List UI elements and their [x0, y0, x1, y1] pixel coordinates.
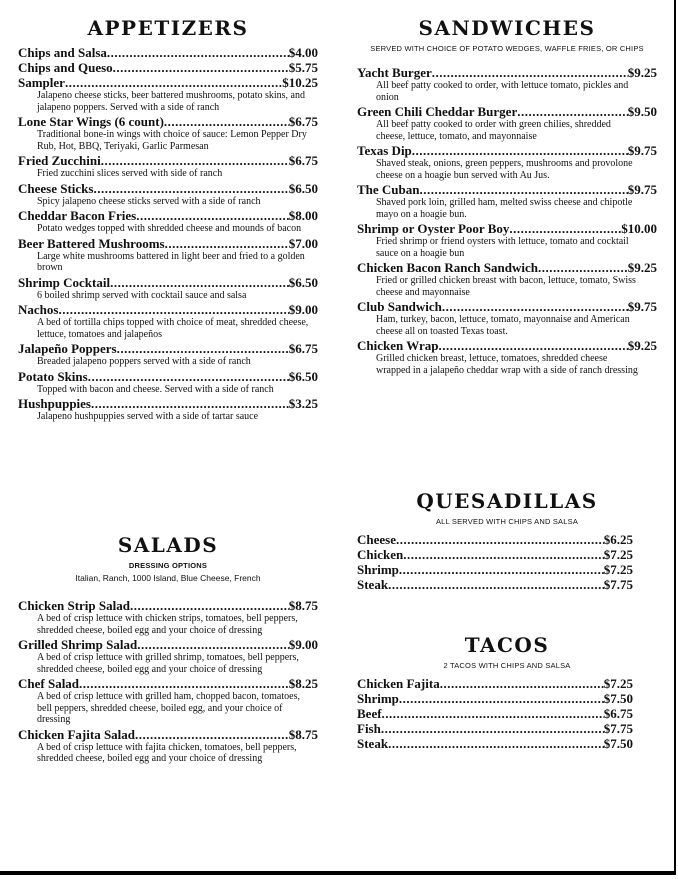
- menu-item-description: Traditional bone-in wings with choice of sauce: Lemon Pepper Dry Rub, Hot, BBQ, Teriyaki, Garlic Parmesan: [37, 129, 307, 152]
- menu-item-price: $5.75: [288, 60, 318, 75]
- menu-item-name: Cheddar Bacon Fries: [18, 208, 137, 223]
- dot-leader: [79, 676, 289, 691]
- menu-item-name: Fish: [357, 721, 381, 736]
- menu-item-row: [357, 260, 657, 275]
- menu-item: [18, 396, 318, 423]
- quesadillas-list: [357, 532, 633, 592]
- sandwiches-section: [357, 15, 657, 377]
- menu-item: [357, 221, 657, 259]
- menu-item: [357, 65, 657, 103]
- menu-item-description: Shaved pork loin, grilled ham, melted swiss cheese and chipotle mayo on a hoagie bun.: [376, 197, 633, 220]
- appetizers-section: [18, 15, 318, 424]
- menu-item-description: Fried or grilled chicken breast with bacon, lettuce, tomato, Swiss cheese and mayonnaise: [376, 275, 636, 298]
- menu-item-price: $9.00: [288, 302, 318, 317]
- dot-leader: [130, 598, 289, 613]
- sandwiches-heading: SANDWICHES: [418, 16, 596, 40]
- menu-item-price: $9.25: [627, 260, 657, 275]
- dot-leader: [164, 114, 289, 129]
- menu-item-row: [357, 338, 657, 353]
- menu-item-name: Chicken Fajita Salad: [18, 726, 136, 742]
- menu-item-price: $3.25: [288, 396, 318, 411]
- dot-leader: [113, 60, 289, 75]
- salads-section: [18, 532, 318, 766]
- menu-item: [18, 75, 318, 113]
- menu-item-price: $9.25: [627, 338, 657, 353]
- menu-item-price: $7.50: [603, 691, 633, 706]
- menu-item-row: [357, 221, 657, 236]
- menu-item-price: $8.75: [288, 726, 318, 742]
- menu-item-price: $9.75: [627, 182, 657, 197]
- tacos-section: [357, 632, 657, 751]
- menu-item: [357, 547, 633, 562]
- menu-item-row: [357, 721, 633, 736]
- menu-item-description: 6 boiled shrimp served with cocktail sauce and salsa: [37, 289, 247, 301]
- menu-item-price: $8.25: [288, 676, 318, 691]
- menu-item-description: All beef patty cooked to order, with lettuce tomato, pickles and onion: [376, 80, 629, 103]
- menu-item-description: Fried zucchini slices served with side of ranch: [37, 168, 223, 179]
- menu-item-description: Grilled chicken breast, lettuce, tomatoes, shredded cheese wrapped in a jalapeño cheddar wrap with a side of ranch dressing: [376, 353, 638, 376]
- quesadillas-section: [357, 488, 657, 592]
- sandwiches-note: SERVED WITH CHOICE OF POTATO WEDGES, WAFFLE FRIES, OR CHIPS: [370, 44, 644, 53]
- menu-item-name: Chicken Strip Salad: [18, 598, 130, 613]
- menu-item-description: Spicy jalapeno cheese sticks served with a side of ranch: [37, 195, 261, 207]
- menu-item: [357, 676, 633, 691]
- menu-item-price: $6.50: [288, 368, 318, 384]
- menu-item-row: [357, 143, 657, 158]
- menu-item-row: [18, 275, 318, 290]
- dot-leader: [58, 302, 288, 317]
- menu-item-price: $10.25: [282, 75, 318, 90]
- menu-item-name: Chicken Fajita: [357, 676, 440, 691]
- menu-item-name: Chicken Wrap: [357, 338, 439, 353]
- dot-leader: [388, 577, 604, 592]
- menu-item-description: A bed of crisp lettuce with chicken strips, tomatoes, bell peppers, shredded cheese, boiled egg and your choice of dressing: [37, 613, 298, 636]
- dot-leader: [399, 691, 604, 706]
- salads-heading: SALADS: [117, 533, 219, 557]
- menu-item-price: $8.75: [288, 598, 318, 613]
- menu-item: [357, 532, 633, 547]
- menu-item-name: Potato Skins: [18, 368, 88, 384]
- menu-item-name: Club Sandwich: [357, 299, 442, 314]
- dot-leader: [88, 369, 289, 384]
- menu-item: [18, 676, 318, 726]
- menu-item-price: $6.75: [288, 114, 318, 129]
- menu-item-name: Sampler: [18, 75, 65, 90]
- menu-item: [18, 637, 318, 675]
- menu-item: [18, 236, 318, 274]
- menu-item-description: Large white mushrooms battered in light beer and fried to a golden brown: [37, 250, 305, 273]
- menu-item-price: $9.50: [627, 104, 657, 119]
- menu-item-price: $7.75: [603, 721, 633, 736]
- menu-item-name: Cheese Sticks: [18, 180, 94, 196]
- menu-item-price: $7.50: [603, 736, 633, 751]
- menu-item-description: A bed of crisp lettuce with grilled shrimp, tomatoes, bell peppers, shredded cheese, boiled egg and your choice of dressing: [37, 652, 299, 675]
- menu-item-name: Nachos: [18, 302, 59, 317]
- menu-item-name: Chef Salad: [18, 676, 80, 691]
- dot-leader: [117, 341, 289, 356]
- menu-item-name: Steak: [357, 736, 389, 751]
- menu-item-name: Texas Dip: [357, 143, 412, 158]
- menu-item-row: [18, 45, 318, 60]
- menu-item-price: $9.75: [627, 143, 657, 158]
- menu-item: [18, 369, 318, 396]
- menu-item-row: [18, 369, 318, 384]
- menu-item-row: [357, 706, 633, 721]
- dot-leader: [440, 676, 604, 691]
- menu-item-row: [357, 691, 633, 706]
- menu-item-row: [18, 208, 318, 223]
- menu-item-row: [18, 236, 318, 251]
- menu-item: [18, 275, 318, 302]
- menu-item-name: Cheese: [357, 532, 396, 547]
- menu-item: [357, 721, 633, 736]
- menu-item-name: Green Chili Cheddar Burger: [357, 104, 518, 119]
- menu-item: [357, 736, 633, 751]
- appetizers-heading: APPETIZERS: [87, 16, 249, 40]
- menu-item: [18, 208, 318, 235]
- menu-item-price: $6.50: [288, 274, 318, 290]
- menu-item-row: [18, 302, 318, 317]
- menu-item-row: [357, 104, 657, 119]
- menu-item-row: [18, 727, 318, 742]
- dressing-options-list: Italian, Ranch, 1000 Island, Blue Cheese, French: [75, 573, 261, 583]
- menu-item-description: Jalapeno hushpuppies served with a side of tartar sauce: [37, 411, 259, 422]
- menu-item-name: Shrimp Cocktail: [18, 274, 111, 290]
- appetizers-list: [18, 45, 318, 423]
- menu-item: [18, 45, 318, 60]
- menu-item-price: $4.00: [288, 45, 318, 60]
- menu-item-price: $6.50: [288, 180, 318, 196]
- menu-item: [18, 598, 318, 636]
- menu-item-price: $6.25: [603, 532, 633, 547]
- menu-item-name: Shrimp: [357, 562, 399, 577]
- menu-item-name: Beer Battered Mushrooms: [18, 235, 165, 251]
- menu-item-name: Yacht Burger: [357, 65, 432, 80]
- menu-item-name: Chicken: [357, 547, 404, 562]
- menu-item-price: $7.75: [603, 577, 633, 592]
- dot-leader: [432, 65, 628, 80]
- tacos-list: [357, 676, 633, 751]
- menu-item-price: $10.00: [621, 221, 657, 236]
- menu-item: [357, 104, 657, 142]
- quesadillas-note: ALL SERVED WITH CHIPS AND SALSA: [435, 517, 579, 526]
- salads-list: [18, 598, 318, 765]
- menu-item-name: Jalapeño Poppers: [18, 341, 117, 356]
- tacos-heading: TACOS: [464, 633, 550, 657]
- menu-item-row: [18, 598, 318, 613]
- menu-item-name: Chicken Bacon Ranch Sandwich: [357, 260, 538, 275]
- menu-item-description: A bed of tortilla chips topped with choice of meat, shredded cheese, lettuce, tomatoes and jalapeños: [37, 317, 309, 340]
- menu-item-row: [357, 577, 633, 592]
- menu-item-row: [18, 341, 318, 356]
- menu-item-description: Topped with bacon and cheese. Served with a side of ranch: [37, 383, 274, 395]
- menu-item-price: $9.25: [627, 65, 657, 80]
- dot-leader: [517, 104, 628, 119]
- dot-leader: [382, 706, 604, 721]
- menu-item-price: $9.75: [627, 299, 657, 314]
- dot-leader: [538, 260, 628, 275]
- menu-item-row: [18, 181, 318, 196]
- menu-item-row: [357, 562, 633, 577]
- menu-item-row: [357, 736, 633, 751]
- menu-item: [357, 691, 633, 706]
- menu-item: [18, 153, 318, 180]
- menu-item-name: Shrimp: [357, 691, 399, 706]
- menu-item: [357, 182, 657, 220]
- dot-leader: [388, 736, 604, 751]
- menu-item: [18, 181, 318, 208]
- menu-item: [18, 114, 318, 152]
- menu-item-row: [357, 532, 633, 547]
- menu-item-name: Beef: [357, 706, 382, 721]
- dot-leader: [396, 532, 604, 547]
- menu-item-row: [18, 114, 318, 129]
- dot-leader: [442, 299, 628, 314]
- menu-item-price: $8.00: [288, 208, 318, 223]
- menu-item-price: $9.00: [288, 637, 318, 652]
- menu-item: [357, 577, 633, 592]
- menu-item: [357, 143, 657, 181]
- menu-item-name: Grilled Shrimp Salad: [18, 637, 138, 652]
- dot-leader: [412, 143, 628, 158]
- menu-item: [357, 260, 657, 298]
- menu-item-price: $6.75: [603, 706, 633, 721]
- menu-item-name: Shrimp or Oyster Poor Boy: [357, 221, 510, 236]
- menu-item: [18, 60, 318, 75]
- sandwiches-list: [357, 65, 657, 376]
- menu-item-description: Potato wedges topped with shredded cheese and mounds of bacon: [37, 223, 302, 234]
- menu-item-price: $6.75: [288, 153, 318, 168]
- menu-item-row: [18, 153, 318, 168]
- menu-item-row: [357, 547, 633, 562]
- menu-item: [18, 727, 318, 765]
- menu-item-description: Fried shrimp or friend oysters with lettuce, tomato and cocktail sauce on a hoagie bun: [376, 236, 629, 259]
- dot-leader: [101, 153, 289, 168]
- dot-leader: [381, 721, 604, 736]
- menu-item-row: [18, 676, 318, 691]
- dot-leader: [136, 208, 289, 223]
- menu-item-row: [18, 396, 318, 411]
- menu-item-description: Breaded jalapeno poppers served with a side of ranch: [37, 356, 251, 367]
- menu-item-row: [18, 75, 318, 90]
- menu-item-row: [357, 182, 657, 197]
- menu-item-description: Shaved steak, onions, green peppers, mushrooms and provolone cheese on a hoagie bun served with Au Jus.: [376, 158, 633, 181]
- menu-item-description: A bed of crisp lettuce with fajita chicken, tomatoes, bell peppers, shredded cheese, boiled egg and your choice of dressing: [37, 741, 297, 764]
- menu-item-name: The Cuban: [357, 182, 420, 197]
- menu-item: [357, 299, 657, 337]
- dot-leader: [439, 338, 628, 353]
- quesadillas-heading: QUESADILLAS: [416, 489, 598, 513]
- menu-item-price: $7.25: [603, 676, 633, 691]
- menu-item-description: Jalapeno cheese sticks, beer battered mushrooms, potato skins, and jalapeno poppers. Served with a side of ranch: [37, 90, 305, 113]
- menu-item-name: Steak: [357, 577, 389, 592]
- menu-item-description: Ham, turkey, bacon, lettuce, tomato, mayonnaise and American cheese all on toasted Texas toast.: [376, 314, 630, 337]
- dot-leader: [509, 221, 621, 236]
- dot-leader: [93, 181, 288, 196]
- menu-item: [18, 302, 318, 340]
- menu-item: [18, 341, 318, 368]
- tacos-note: 2 TACOS WITH CHIPS AND SALSA: [443, 661, 571, 670]
- dressing-options-label: DRESSING OPTIONS: [128, 561, 208, 570]
- menu-item-name: Chips and Salsa: [18, 45, 107, 60]
- menu-item: [357, 706, 633, 721]
- dot-leader: [137, 637, 289, 652]
- dot-leader: [91, 396, 289, 411]
- menu-item-price: $7.00: [288, 235, 318, 251]
- dot-leader: [399, 562, 604, 577]
- menu-item: [357, 338, 657, 376]
- menu-item-row: [357, 676, 633, 691]
- menu-item-name: Fried Zucchini: [18, 153, 101, 168]
- menu-item-price: $6.75: [288, 341, 318, 356]
- dot-leader: [107, 45, 289, 60]
- menu-item-name: Lone Star Wings (6 count): [18, 114, 164, 129]
- menu-item-price: $7.25: [603, 562, 633, 577]
- menu-item-row: [357, 299, 657, 314]
- dot-leader: [165, 236, 289, 251]
- menu-item-name: Hushpuppies: [18, 396, 91, 411]
- menu-item-description: A bed of crisp lettuce with grilled ham, chopped bacon, tomatoes, bell peppers, shredded cheese, boiled egg, and your choice of dressing: [37, 691, 300, 725]
- dot-leader: [110, 275, 289, 290]
- menu-item-row: [18, 60, 318, 75]
- menu-item-row: [18, 637, 318, 652]
- menu-item-row: [357, 65, 657, 80]
- menu-item-price: $7.25: [603, 547, 633, 562]
- dot-leader: [420, 182, 628, 197]
- menu-item: [357, 562, 633, 577]
- dot-leader: [403, 547, 604, 562]
- menu-item-description: All beef patty cooked to order with green chilies, shredded cheese, lettuce, tomato, and mayonnaise: [376, 119, 611, 142]
- dot-leader: [135, 727, 289, 742]
- menu-item-name: Chips and Queso: [18, 60, 113, 75]
- dot-leader: [65, 75, 282, 90]
